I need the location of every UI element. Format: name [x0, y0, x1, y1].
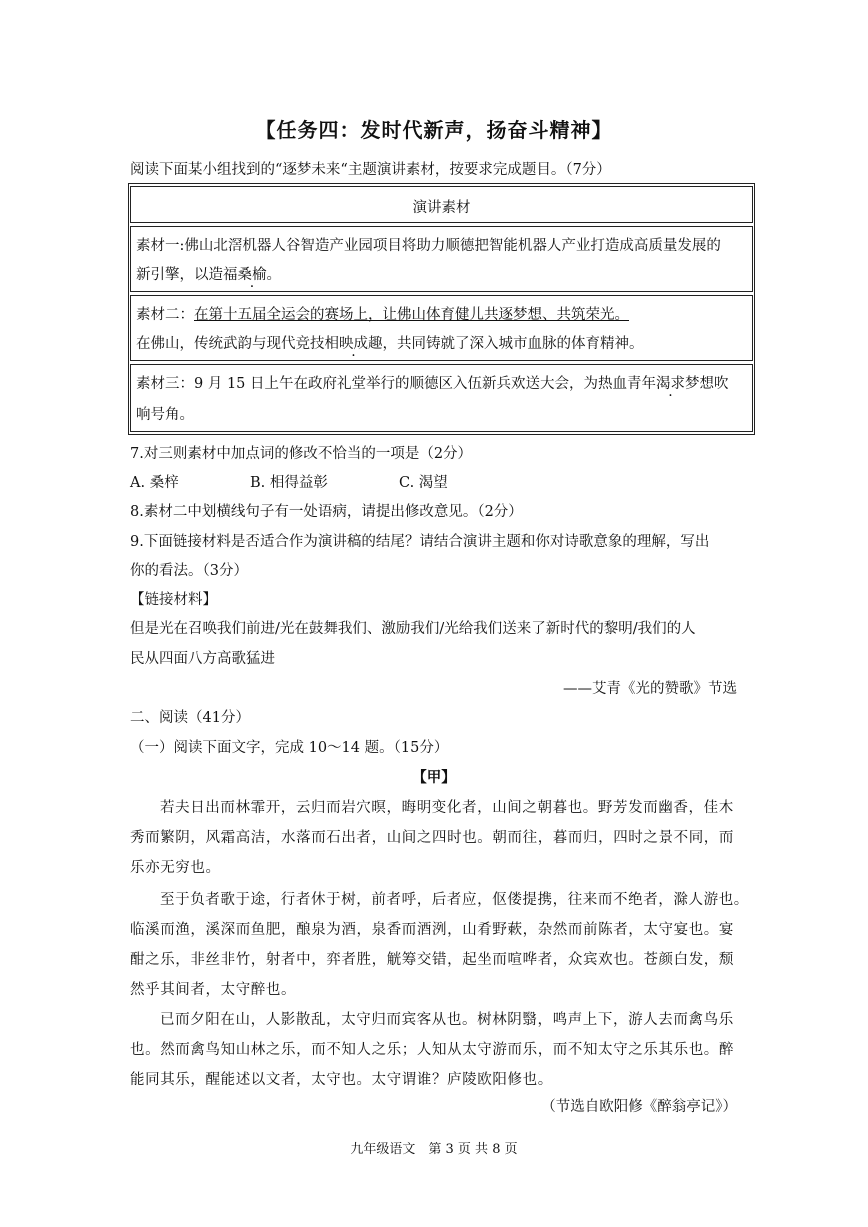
passage-line: 乐亦无穷也。	[130, 860, 221, 876]
passage-jia-label: 【甲】	[412, 769, 456, 786]
table-header-cell	[130, 186, 753, 223]
material-2-line-1	[136, 303, 629, 324]
passage-line: 然乎其间者，太守醉也。	[130, 982, 297, 998]
passage-source: （节选自欧阳修《醉翁亭记》）	[541, 1099, 737, 1115]
section-reading-title: 二、阅读（41分）	[130, 710, 250, 726]
material-2-label: 素材二：	[136, 307, 194, 323]
dotted-word-xiangyingchengqu: 相映成趣	[324, 336, 383, 352]
dotted-word-keqiu: 渴求	[656, 376, 686, 392]
underlined-sentence: 在第十五届全运会的赛场上，让佛山体育健儿共逐梦想、共筑荣光。	[194, 307, 629, 323]
q7-option-b: B. 相得益彰	[250, 475, 328, 491]
task-title: 【任务四：发时代新声，扬奋斗精神】	[255, 118, 613, 142]
passage-line: 至于负者歌于途，行者休于树，前者呼，后者应，伛偻提携，往来而不绝者，滁人游也。	[160, 892, 749, 908]
question-9-line-1: 9.下面链接材料是否适合作为演讲稿的结尾？请结合演讲主题和你对诗歌意象的理解，写出	[130, 534, 710, 550]
material-3-text: 素材三：9 月 15 日上午在政府礼堂举行的顺德区入伍新兵欢送大会，为热血青年	[136, 376, 657, 392]
question-9-line-2: 你的看法。（3分）	[130, 563, 248, 579]
poem-source: ——艾青《光的赞歌》节选	[563, 681, 737, 697]
question-7: 7.对三则素材中加点词的修改不恰当的一项是（2分）	[130, 446, 473, 462]
table-header: 演讲素材	[412, 200, 471, 216]
material-1-line-2	[136, 263, 281, 284]
material-1-end: 。	[266, 267, 281, 283]
poem-line-2: 民从四面八方高歌猛进	[130, 651, 275, 667]
material-1-cell	[130, 226, 753, 292]
link-material-label: 【链接材料】	[130, 592, 217, 608]
material-2-end: ，共同铸就了深入城市血脉的体育精神。	[382, 336, 644, 352]
material-2-text: 在佛山，传统武韵与现代竞技	[136, 336, 325, 352]
material-3-line-2: 响号角。	[136, 407, 194, 423]
passage-line: 也。然而禽鸟知山林之乐，而不知人之乐；人知从太守游而乐，而不知太守之乐其乐也。醉	[130, 1042, 734, 1058]
passage-line: 酣之乐，非丝非竹，射者中，弈者胜，觥筹交错，起坐而喧哗者，众宾欢也。苍颜白发，颓	[130, 952, 734, 968]
dotted-word-sangyu: 桑榆	[237, 267, 267, 283]
passage-line: 能同其乐，醒能述以文者，太守也。太守谓谁？庐陵欧阳修也。	[130, 1072, 553, 1088]
passage-line: 临溪而渔，溪深而鱼肥，酿泉为酒，泉香而酒洌，山肴野蔌，杂然而前陈者，太守宴也。宴	[130, 922, 734, 938]
material-1-text: 新引擎，以造福	[136, 267, 238, 283]
page-footer: 九年级语文 第 3 页 共 8 页	[350, 1142, 518, 1157]
material-3-tail: 梦想吹	[685, 376, 729, 392]
subsection-1-title: （一）阅读下面文字，完成 10～14 题。（15分）	[130, 740, 449, 756]
material-1-line-1: 素材一:佛山北滘机器人谷智造产业园项目将助力顺德把智能机器人产业打造成高质量发展的	[136, 238, 721, 254]
material-3-line-1	[136, 372, 729, 393]
passage-line: 若夫日出而林霏开，云归而岩穴暝，晦明变化者，山间之朝暮也。野芳发而幽香，佳木	[160, 800, 734, 816]
material-2-line-2	[136, 332, 644, 353]
intro-text: 阅读下面某小组找到的“逐梦未来“主题演讲素材，按要求完成题目。（7分）	[130, 162, 611, 178]
passage-line: 已而夕阳在山，人影散乱，太守归而宾客从也。树林阴翳，鸣声上下，游人去而禽鸟乐	[160, 1012, 734, 1028]
q7-option-a: A. 桑梓	[130, 475, 179, 491]
passage-line: 秀而繁阴，风霜高洁，水落而石出者，山间之四时也。朝而往，暮而归，四时之景不同，而	[130, 830, 734, 846]
material-3-cell	[130, 364, 753, 432]
q7-option-c: C. 渴望	[399, 475, 448, 491]
question-8: 8.素材二中划横线句子有一处语病，请提出修改意见。（2分）	[130, 504, 523, 520]
material-2-cell	[130, 295, 753, 361]
poem-line-1: 但是光在召唤我们前进/光在鼓舞我们、激励我们/光给我们送来了新时代的黎明/我们的人	[130, 621, 696, 637]
